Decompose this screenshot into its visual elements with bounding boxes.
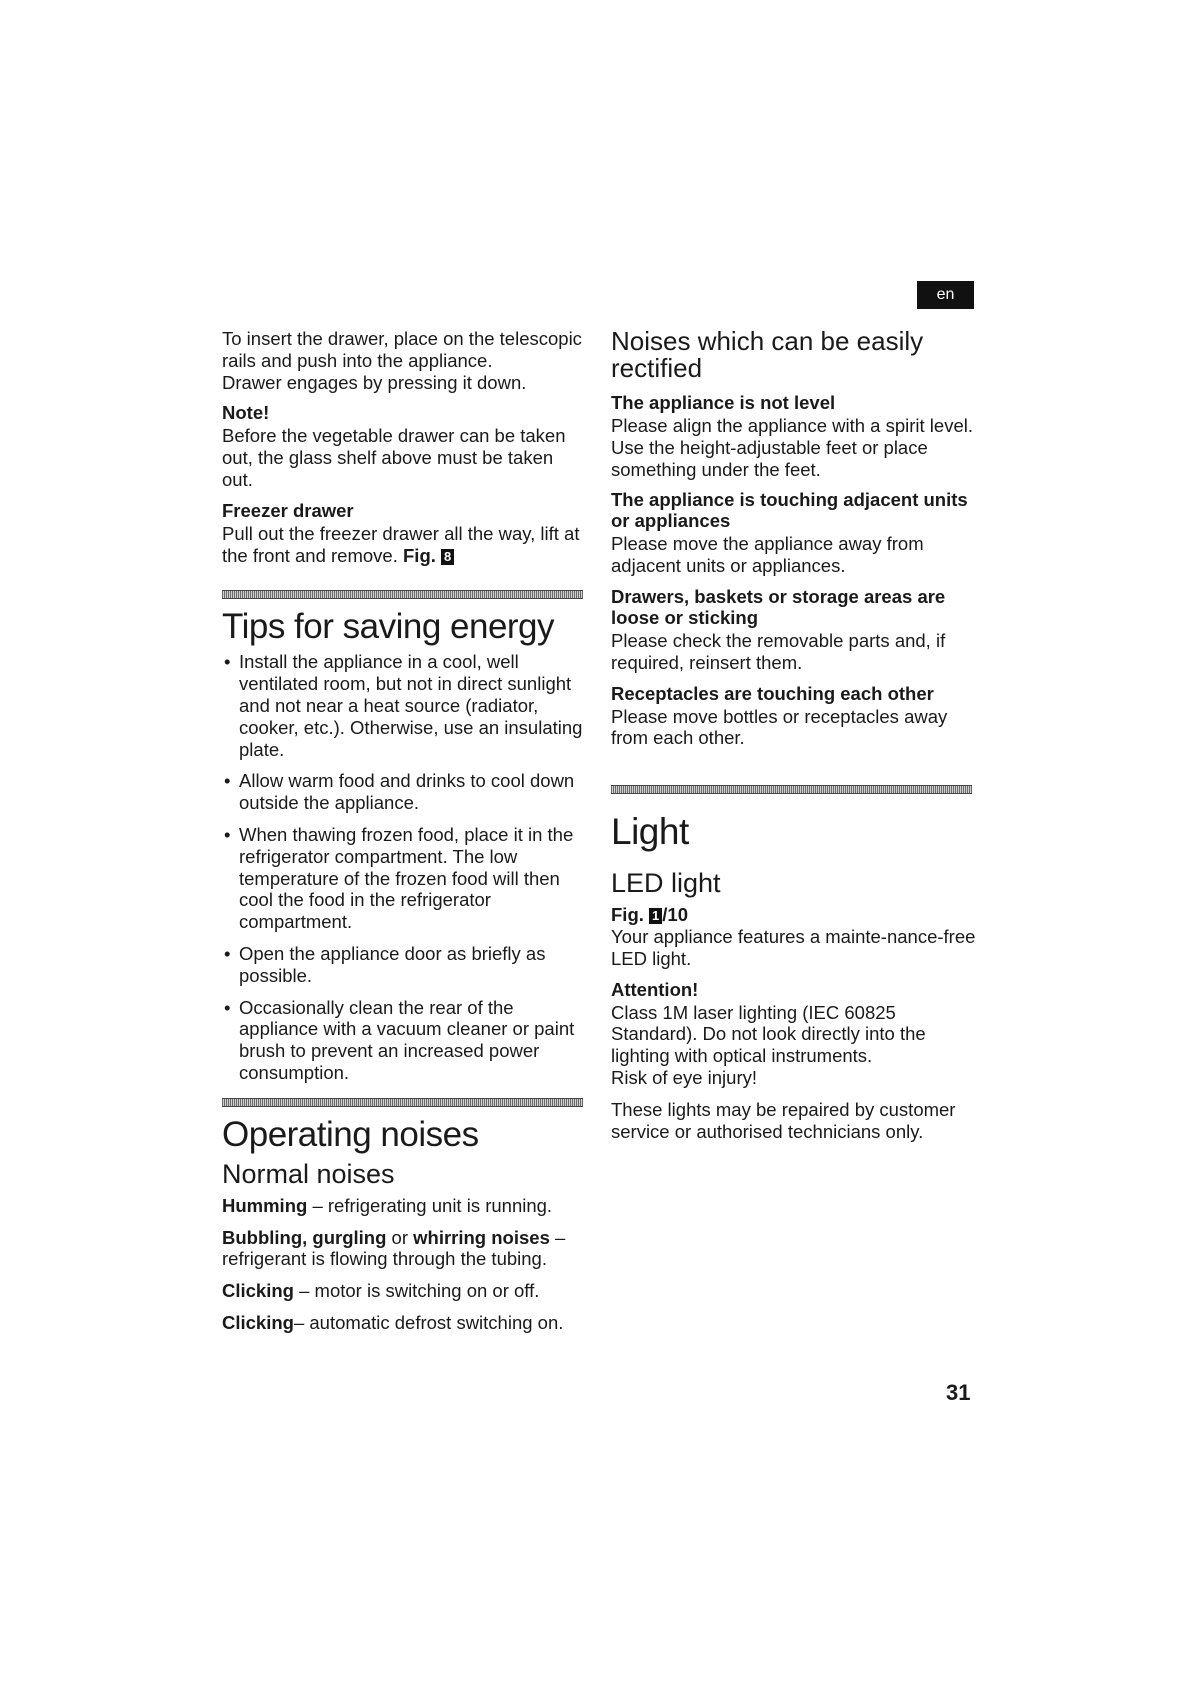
bubbling-line xyxy=(222,1227,587,1271)
attention-text: Class 1M laser lighting (IEC 60825 Standard). Do not look directly into the lighting with optical instruments. xyxy=(611,1001,926,1067)
clicking-desc: – automatic defrost switching on. xyxy=(293,1311,564,1333)
repair-text: These lights may be repaired by customer service or authorised technicians only. xyxy=(611,1098,956,1142)
clicking-desc: – motor is switching on or off. xyxy=(293,1280,540,1302)
list-item: • Allow warm food and drinks to cool down outside the appliance. xyxy=(222,770,587,814)
clicking-line-1 xyxy=(222,1280,587,1302)
right-column xyxy=(611,328,976,1142)
note-text: Before the vegetable drawer can be taken out, the glass shelf above must be taken out. xyxy=(222,425,566,490)
clicking-term: Clicking xyxy=(222,1280,294,1302)
freezer-drawer-text xyxy=(222,523,587,567)
tips-list xyxy=(222,651,587,1083)
intro-line-1: To insert the drawer, place on the telescopic rails and push into the appliance. xyxy=(222,328,582,371)
figure-number-badge: 1 xyxy=(649,908,662,924)
section-divider xyxy=(222,1098,583,1107)
drawers-loose-heading: Drawers, baskets or storage areas are loose or sticking xyxy=(611,585,946,628)
receptacles-heading: Receptacles are touching each other xyxy=(611,682,934,704)
tips-heading: Tips for saving energy xyxy=(222,607,555,647)
touching-units-text: Please move the appliance away from adjacent units or appliances. xyxy=(611,533,924,577)
operating-noises-heading: Operating noises xyxy=(222,1114,479,1154)
drawers-loose-text: Please check the removable parts and, if required, reinsert them. xyxy=(611,629,946,673)
humming-desc: – refrigerating unit is running. xyxy=(307,1194,553,1216)
note-heading: Note! xyxy=(222,402,270,424)
humming-term: Humming xyxy=(222,1194,308,1216)
list-item: • Occasionally clean the rear of the appliance with a vacuum cleaner or paint brush to prevent an increased power consumption. xyxy=(222,997,587,1084)
freezer-drawer-body: Pull out the freezer drawer all the way, lift at the front and remove. xyxy=(222,522,580,566)
whirring-term: whirring noises xyxy=(413,1226,550,1248)
list-item: • When thawing frozen food, place it in the refrigerator compartment. The low temperature of the frozen food will then cool the food in the refrigerator compartment. xyxy=(222,824,587,933)
led-light-heading: LED light xyxy=(611,868,721,899)
bubbling-desc: – refrigerant is flowing through the tubing. xyxy=(222,1226,566,1270)
rectified-noises-heading: Noises which can be easily rectified xyxy=(611,326,924,383)
led-text: Your appliance features a mainte-nance-free LED light. xyxy=(611,925,976,969)
light-heading: Light xyxy=(611,811,689,853)
figure-number-badge: 8 xyxy=(441,549,454,565)
not-level-text: Please align the appliance with a spirit level. Use the height-adjustable feet or place something under the feet. xyxy=(611,415,973,480)
freezer-drawer-heading: Freezer drawer xyxy=(222,499,354,521)
section-divider xyxy=(611,785,972,794)
section-divider xyxy=(222,590,583,599)
figure-ref-label: Fig. xyxy=(403,544,436,566)
left-column xyxy=(222,328,587,1334)
bubbling-or: or xyxy=(386,1226,414,1248)
not-level-heading: The appliance is not level xyxy=(611,392,836,413)
figure-ref-label: Fig. xyxy=(611,904,644,926)
clicking-term: Clicking xyxy=(222,1311,294,1333)
page-number: 31 xyxy=(946,1380,971,1405)
eye-injury-warning: Risk of eye injury! xyxy=(611,1066,757,1088)
list-item: • Open the appliance door as briefly as possible. xyxy=(222,943,587,987)
figure-ref-suffix: /10 xyxy=(662,904,688,926)
intro-line-2: Drawer engages by pressing it down. xyxy=(222,371,527,393)
receptacles-text: Please move bottles or receptacles away from each other. xyxy=(611,705,948,749)
attention-heading: Attention! xyxy=(611,978,699,1000)
bubbling-term: Bubbling, gurgling xyxy=(222,1226,387,1248)
led-figure-ref xyxy=(611,904,976,926)
language-tag: en xyxy=(917,281,974,309)
humming-line xyxy=(222,1195,587,1217)
normal-noises-heading: Normal noises xyxy=(222,1158,395,1189)
clicking-line-2 xyxy=(222,1312,587,1334)
touching-units-heading: The appliance is touching adjacent units or appliances xyxy=(611,489,968,532)
list-item: • Install the appliance in a cool, well ventilated room, but not in direct sunlight and not near a heat source (radiator, cooker, etc.). Otherwise, use an insulating plate. xyxy=(222,651,587,760)
